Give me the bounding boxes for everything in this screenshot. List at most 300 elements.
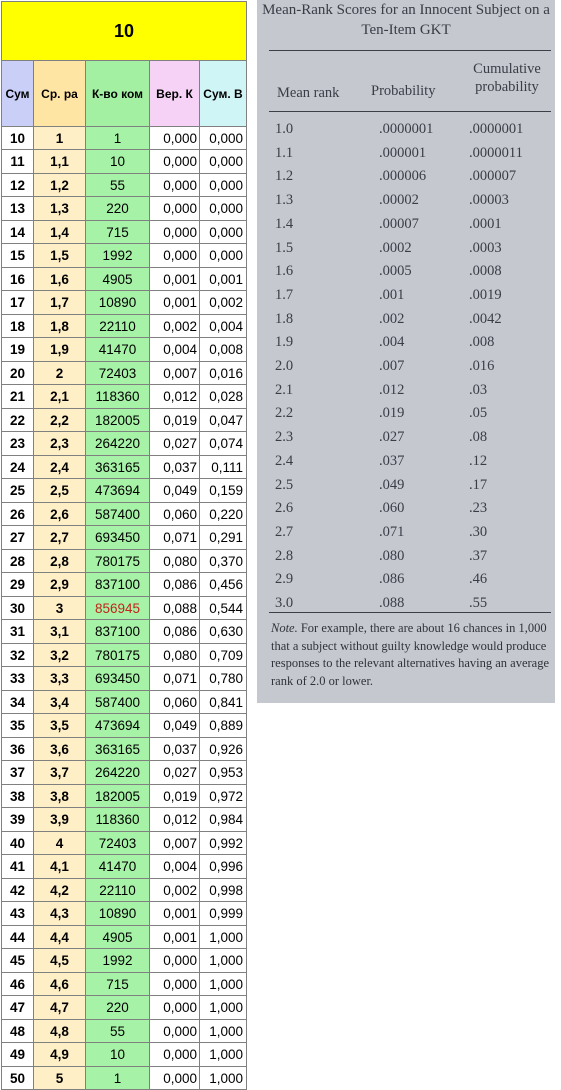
cell-sum[interactable]: 26 (2, 503, 34, 526)
cell-count[interactable]: 118360 (86, 808, 150, 832)
cell-sum[interactable]: 44 (2, 926, 34, 949)
spreadsheet (1, 1, 247, 1090)
scan-table-row (257, 142, 555, 165)
scan-cell-mean-rank: 1.1 (275, 145, 294, 161)
cell-count[interactable]: 55 (86, 174, 150, 197)
table-row (1, 150, 247, 174)
scan-cell-cumulative: .0008 (469, 263, 502, 279)
scan-bottom-rule (269, 612, 551, 613)
cell-count[interactable]: 55 (86, 1020, 150, 1043)
scan-cell-mean-rank: 2.9 (275, 571, 294, 587)
scan-cell-mean-rank: 1.9 (275, 334, 294, 350)
table-row (1, 526, 247, 550)
cell-cumulative[interactable]: 0,953 (200, 761, 247, 785)
scan-cell-mean-rank: 1.2 (275, 168, 294, 184)
cell-count[interactable]: 72403 (86, 832, 150, 855)
table-row (1, 691, 247, 714)
cell-mean-rank[interactable]: 1,3 (34, 197, 86, 221)
cell-cumulative[interactable]: 0,996 (200, 855, 247, 879)
cell-cumulative[interactable]: 0,926 (200, 738, 247, 761)
cell-probability[interactable]: 0,001 (150, 902, 200, 926)
scan-header-probability: Probability (371, 83, 436, 99)
cell-sum[interactable]: 20 (2, 362, 34, 385)
scan-cell-probability: .012 (379, 382, 405, 398)
scan-cell-probability: .00002 (379, 192, 419, 208)
cell-count[interactable]: 10890 (86, 291, 150, 315)
scan-cell-probability: .0005 (379, 263, 412, 279)
cell-sum[interactable]: 24 (2, 456, 34, 479)
cell-mean-rank[interactable]: 4,9 (34, 1043, 86, 1067)
cell-mean-rank[interactable]: 4,7 (34, 996, 86, 1020)
scan-cell-cumulative: .0000011 (469, 145, 523, 161)
cell-cumulative[interactable]: 0,544 (200, 597, 247, 620)
cell-probability[interactable]: 0,037 (150, 738, 200, 761)
spreadsheet-rows (1, 127, 247, 1090)
scan-note-label: Note. (271, 621, 298, 635)
cell-count[interactable]: 473694 (86, 714, 150, 738)
cell-cumulative[interactable]: 0,630 (200, 620, 247, 644)
cell-sum[interactable]: 35 (2, 714, 34, 738)
cell-count[interactable]: 10 (86, 150, 150, 174)
cell-sum[interactable]: 38 (2, 785, 34, 808)
scan-table-row (257, 545, 555, 568)
scan-cell-cumulative: .05 (469, 405, 488, 421)
cell-sum[interactable]: 16 (2, 268, 34, 291)
cell-mean-rank[interactable]: 2,6 (34, 503, 86, 526)
cell-cumulative[interactable]: 0,889 (200, 714, 247, 738)
table-row (1, 832, 247, 855)
cell-cumulative[interactable]: 1,000 (200, 973, 247, 996)
cell-sum[interactable]: 40 (2, 832, 34, 855)
header-cell-mean-rank[interactable]: Ср. ра (34, 61, 86, 127)
cell-mean-rank[interactable]: 1 (34, 127, 86, 150)
cell-probability[interactable]: 0,037 (150, 456, 200, 479)
table-row (1, 949, 247, 973)
cell-mean-rank[interactable]: 4,1 (34, 855, 86, 879)
cell-sum[interactable]: 32 (2, 644, 34, 667)
header-cell-sum[interactable]: Сум (2, 61, 34, 127)
header-cell-count[interactable]: К-во ком (86, 61, 150, 127)
cell-mean-rank[interactable]: 2,1 (34, 385, 86, 409)
cell-mean-rank[interactable]: 3,6 (34, 738, 86, 761)
cell-sum[interactable]: 19 (2, 338, 34, 362)
cell-cumulative[interactable]: 0,074 (200, 432, 247, 456)
scan-cell-probability: .060 (379, 500, 405, 516)
table-row (1, 479, 247, 503)
cell-probability[interactable]: 0,000 (150, 150, 200, 174)
scan-top-rule (269, 50, 551, 51)
cell-sum[interactable]: 29 (2, 573, 34, 597)
cell-sum[interactable]: 18 (2, 315, 34, 338)
cell-count[interactable]: 1 (86, 1067, 150, 1090)
scan-table-row (257, 213, 555, 236)
cell-sum[interactable]: 37 (2, 761, 34, 785)
cell-mean-rank[interactable]: 1,1 (34, 150, 86, 174)
table-row (1, 1043, 247, 1067)
cell-sum[interactable]: 34 (2, 691, 34, 714)
cell-sum[interactable]: 22 (2, 409, 34, 432)
cell-cumulative[interactable]: 0,000 (200, 150, 247, 174)
table-row (1, 315, 247, 338)
cell-cumulative[interactable]: 0,992 (200, 832, 247, 855)
cell-cumulative[interactable]: 0,998 (200, 879, 247, 902)
cell-probability[interactable]: 0,088 (150, 597, 200, 620)
cell-sum[interactable]: 27 (2, 526, 34, 550)
cell-mean-rank[interactable]: 3,8 (34, 785, 86, 808)
cell-cumulative[interactable]: 1,000 (200, 926, 247, 949)
cell-cumulative[interactable]: 1,000 (200, 1020, 247, 1043)
cell-count[interactable]: 22110 (86, 879, 150, 902)
table-row (1, 996, 247, 1020)
cell-probability[interactable]: 0,000 (150, 197, 200, 221)
cell-probability[interactable]: 0,002 (150, 315, 200, 338)
cell-cumulative[interactable]: 0,047 (200, 409, 247, 432)
cell-count[interactable]: 41470 (86, 855, 150, 879)
cell-mean-rank[interactable]: 3 (34, 597, 86, 620)
cell-sum[interactable]: 17 (2, 291, 34, 315)
cell-sum[interactable]: 10 (2, 127, 34, 150)
cell-cumulative[interactable]: 0,000 (200, 127, 247, 150)
cell-cumulative[interactable]: 0,000 (200, 244, 247, 268)
cell-mean-rank[interactable]: 2,2 (34, 409, 86, 432)
spreadsheet-header-row (1, 61, 247, 127)
cell-count[interactable]: 587400 (86, 503, 150, 526)
cell-mean-rank[interactable]: 1,7 (34, 291, 86, 315)
cell-sum[interactable]: 11 (2, 150, 34, 174)
cell-probability[interactable]: 0,000 (150, 221, 200, 244)
scan-cell-mean-rank: 1.0 (275, 121, 294, 137)
cell-cumulative[interactable]: 0,370 (200, 550, 247, 573)
cell-count[interactable]: 363165 (86, 456, 150, 479)
scan-title: Mean-Rank Scores for an Innocent Subject on a Ten-Item GKT (262, 2, 550, 38)
cell-sum[interactable]: 12 (2, 174, 34, 197)
cell-count[interactable]: 780175 (86, 550, 150, 573)
cell-mean-rank[interactable]: 5 (34, 1067, 86, 1090)
header-cell-cumulative[interactable]: Сум. В (200, 61, 247, 127)
cell-mean-rank[interactable]: 2,7 (34, 526, 86, 550)
cell-probability[interactable]: 0,007 (150, 362, 200, 385)
scan-table-row (257, 355, 555, 378)
cell-count[interactable]: 693450 (86, 526, 150, 550)
cell-sum[interactable]: 30 (2, 597, 34, 620)
cell-probability[interactable]: 0,049 (150, 714, 200, 738)
table-row (1, 667, 247, 691)
cell-probability[interactable]: 0,086 (150, 620, 200, 644)
cell-count[interactable]: 715 (86, 221, 150, 244)
cell-mean-rank[interactable]: 3,5 (34, 714, 86, 738)
scan-cell-probability: .0000001 (379, 121, 434, 137)
cell-mean-rank[interactable]: 4,6 (34, 973, 86, 996)
cell-cumulative[interactable]: 0,159 (200, 479, 247, 503)
table-row (1, 902, 247, 926)
cell-probability[interactable]: 0,080 (150, 550, 200, 573)
scan-cell-probability: .088 (379, 595, 405, 611)
scan-table-row (257, 331, 555, 354)
cell-mean-rank[interactable]: 3,7 (34, 761, 86, 785)
cell-cumulative[interactable]: 1,000 (200, 996, 247, 1020)
cell-cumulative[interactable]: 0,008 (200, 338, 247, 362)
scan-header-mean-rank: Mean rank (277, 85, 340, 101)
table-row (1, 738, 247, 761)
cell-probability[interactable]: 0,000 (150, 996, 200, 1020)
table-row (1, 785, 247, 808)
scan-table-row (257, 521, 555, 544)
cell-count[interactable]: 837100 (86, 620, 150, 644)
cell-count[interactable]: 10890 (86, 902, 150, 926)
cell-probability[interactable]: 0,071 (150, 526, 200, 550)
cell-mean-rank[interactable]: 1,9 (34, 338, 86, 362)
scan-cell-cumulative: .08 (469, 429, 488, 445)
scan-cell-probability: .037 (379, 453, 405, 469)
cell-probability[interactable]: 0,004 (150, 855, 200, 879)
cell-cumulative[interactable]: 0,000 (200, 174, 247, 197)
cell-count[interactable]: 4905 (86, 268, 150, 291)
cell-mean-rank[interactable]: 3,3 (34, 667, 86, 691)
cell-probability[interactable]: 0,000 (150, 127, 200, 150)
cell-cumulative[interactable]: 1,000 (200, 949, 247, 973)
scan-table-row (257, 379, 555, 402)
cell-mean-rank[interactable]: 3,2 (34, 644, 86, 667)
cell-probability[interactable]: 0,000 (150, 1020, 200, 1043)
cell-cumulative[interactable]: 0,016 (200, 362, 247, 385)
cell-mean-rank[interactable]: 1,4 (34, 221, 86, 244)
scan-table-row (257, 474, 555, 497)
cell-cumulative[interactable]: 0,220 (200, 503, 247, 526)
cell-count[interactable]: 4905 (86, 926, 150, 949)
scan-cell-probability: .001 (379, 287, 405, 303)
spreadsheet-title[interactable]: 10 (1, 1, 247, 61)
cell-mean-rank[interactable]: 1,5 (34, 244, 86, 268)
cell-sum[interactable]: 43 (2, 902, 34, 926)
cell-count[interactable]: 473694 (86, 479, 150, 503)
cell-probability[interactable]: 0,027 (150, 761, 200, 785)
cell-cumulative[interactable]: 0,780 (200, 667, 247, 691)
cell-probability[interactable]: 0,001 (150, 926, 200, 949)
cell-cumulative[interactable]: 0,709 (200, 644, 247, 667)
cell-sum[interactable]: 13 (2, 197, 34, 221)
cell-count[interactable]: 41470 (86, 338, 150, 362)
cell-mean-rank[interactable]: 4,5 (34, 949, 86, 973)
table-row (1, 761, 247, 785)
cell-count[interactable]: 264220 (86, 432, 150, 456)
cell-probability[interactable]: 0,019 (150, 409, 200, 432)
cell-cumulative[interactable]: 0,984 (200, 808, 247, 832)
cell-sum[interactable]: 45 (2, 949, 34, 973)
cell-probability[interactable]: 0,060 (150, 503, 200, 526)
cell-sum[interactable]: 42 (2, 879, 34, 902)
scan-cell-probability: .080 (379, 548, 405, 564)
cell-mean-rank[interactable]: 1,2 (34, 174, 86, 197)
cell-count[interactable]: 22110 (86, 315, 150, 338)
cell-probability[interactable]: 0,000 (150, 1067, 200, 1090)
cell-cumulative[interactable]: 0,841 (200, 691, 247, 714)
cell-sum[interactable]: 21 (2, 385, 34, 409)
cell-probability[interactable]: 0,001 (150, 291, 200, 315)
cell-sum[interactable]: 39 (2, 808, 34, 832)
cell-mean-rank[interactable]: 4,8 (34, 1020, 86, 1043)
cell-sum[interactable]: 46 (2, 973, 34, 996)
scan-cell-mean-rank: 1.6 (275, 263, 294, 279)
cell-cumulative[interactable]: 0,000 (200, 197, 247, 221)
scan-cell-mean-rank: 2.6 (275, 500, 294, 516)
cell-count[interactable]: 715 (86, 973, 150, 996)
cell-mean-rank[interactable]: 3,1 (34, 620, 86, 644)
cell-count[interactable]: 118360 (86, 385, 150, 409)
cell-sum[interactable]: 15 (2, 244, 34, 268)
cell-probability[interactable]: 0,004 (150, 338, 200, 362)
cell-count[interactable]: 220 (86, 996, 150, 1020)
scan-cell-mean-rank: 1.5 (275, 240, 294, 256)
cell-mean-rank[interactable]: 1,6 (34, 268, 86, 291)
cell-count[interactable]: 10 (86, 1043, 150, 1067)
scan-cell-mean-rank: 2.1 (275, 382, 294, 398)
cell-mean-rank[interactable]: 1,8 (34, 315, 86, 338)
scan-cell-cumulative: .17 (469, 477, 488, 493)
cell-cumulative[interactable]: 0,972 (200, 785, 247, 808)
scan-cell-mean-rank: 2.0 (275, 358, 294, 374)
cell-cumulative[interactable]: 0,001 (200, 268, 247, 291)
cell-cumulative[interactable]: 0,004 (200, 315, 247, 338)
cell-probability[interactable]: 0,086 (150, 573, 200, 597)
cell-probability[interactable]: 0,000 (150, 949, 200, 973)
cell-cumulative[interactable]: 0,002 (200, 291, 247, 315)
cell-cumulative[interactable]: 0,999 (200, 902, 247, 926)
table-row (1, 644, 247, 667)
cell-mean-rank[interactable]: 4 (34, 832, 86, 855)
cell-probability[interactable]: 0,071 (150, 667, 200, 691)
cell-count[interactable]: 1 (86, 127, 150, 150)
cell-sum[interactable]: 28 (2, 550, 34, 573)
cell-count[interactable]: 182005 (86, 409, 150, 432)
cell-probability[interactable]: 0,007 (150, 832, 200, 855)
scan-cell-cumulative: .00003 (469, 192, 509, 208)
scan-cell-probability: .000006 (379, 168, 427, 184)
table-row (1, 1067, 247, 1090)
cell-count[interactable]: 856945 (86, 597, 150, 620)
cell-sum[interactable]: 31 (2, 620, 34, 644)
cell-sum[interactable]: 23 (2, 432, 34, 456)
scan-table-row (257, 284, 555, 307)
cell-sum[interactable]: 33 (2, 667, 34, 691)
cell-probability[interactable]: 0,027 (150, 432, 200, 456)
scan-cell-probability: .071 (379, 524, 405, 540)
cell-cumulative[interactable]: 0,000 (200, 221, 247, 244)
cell-probability[interactable]: 0,060 (150, 691, 200, 714)
cell-mean-rank[interactable]: 2,8 (34, 550, 86, 573)
cell-mean-rank[interactable]: 2,5 (34, 479, 86, 503)
scan-cell-cumulative: .000007 (469, 168, 517, 184)
scan-cell-cumulative: .46 (469, 571, 488, 587)
cell-count[interactable]: 693450 (86, 667, 150, 691)
header-cell-probability[interactable]: Вер. К (150, 61, 200, 127)
table-row (1, 197, 247, 221)
table-row (1, 432, 247, 456)
scan-cell-cumulative: .0000001 (469, 121, 524, 137)
cell-count[interactable]: 587400 (86, 691, 150, 714)
cell-mean-rank[interactable]: 2,9 (34, 573, 86, 597)
scan-cell-cumulative: .37 (469, 548, 488, 564)
cell-probability[interactable]: 0,012 (150, 808, 200, 832)
cell-mean-rank[interactable]: 2,3 (34, 432, 86, 456)
scan-table-row (257, 189, 555, 212)
cell-probability[interactable]: 0,019 (150, 785, 200, 808)
cell-probability[interactable]: 0,000 (150, 1043, 200, 1067)
cell-cumulative[interactable]: 0,456 (200, 573, 247, 597)
cell-mean-rank[interactable]: 4,4 (34, 926, 86, 949)
cell-count[interactable]: 1992 (86, 949, 150, 973)
cell-mean-rank[interactable]: 3,9 (34, 808, 86, 832)
cell-probability[interactable]: 0,000 (150, 244, 200, 268)
cell-sum[interactable]: 48 (2, 1020, 34, 1043)
cell-cumulative[interactable]: 1,000 (200, 1067, 247, 1090)
cell-probability[interactable]: 0,000 (150, 973, 200, 996)
cell-sum[interactable]: 49 (2, 1043, 34, 1067)
cell-count[interactable]: 72403 (86, 362, 150, 385)
cell-sum[interactable]: 50 (2, 1067, 34, 1090)
scan-cell-cumulative: .0003 (469, 240, 502, 256)
cell-count[interactable]: 264220 (86, 761, 150, 785)
scan-cell-probability: .00007 (379, 216, 419, 232)
table-row (1, 456, 247, 479)
cell-mean-rank[interactable]: 4,3 (34, 902, 86, 926)
cell-sum[interactable]: 41 (2, 855, 34, 879)
scan-note (271, 620, 551, 690)
cell-sum[interactable]: 25 (2, 479, 34, 503)
cell-count[interactable]: 837100 (86, 573, 150, 597)
table-row (1, 127, 247, 150)
cell-probability[interactable]: 0,049 (150, 479, 200, 503)
cell-mean-rank[interactable]: 4,2 (34, 879, 86, 902)
scan-cell-mean-rank: 3.0 (275, 595, 294, 611)
cell-probability[interactable]: 0,080 (150, 644, 200, 667)
cell-cumulative[interactable]: 0,028 (200, 385, 247, 409)
cell-probability[interactable]: 0,001 (150, 268, 200, 291)
cell-mean-rank[interactable]: 2,4 (34, 456, 86, 479)
scan-table-row (257, 308, 555, 331)
scan-cell-mean-rank: 2.3 (275, 429, 294, 445)
cell-count[interactable]: 363165 (86, 738, 150, 761)
cell-sum[interactable]: 47 (2, 996, 34, 1020)
table-row (1, 291, 247, 315)
table-row (1, 385, 247, 409)
cell-sum[interactable]: 36 (2, 738, 34, 761)
scan-note-text: For example, there are about 16 chances in 1,000 that a subject without guilty knowledge would produce responses to the relevant alternatives having an average rank of 2.0 or lower. (271, 621, 550, 688)
scan-cell-mean-rank: 1.7 (275, 287, 294, 303)
cell-probability[interactable]: 0,012 (150, 385, 200, 409)
cell-count[interactable]: 182005 (86, 785, 150, 808)
scan-cell-probability: .0002 (379, 240, 412, 256)
scan-table-row (257, 497, 555, 520)
cell-count[interactable]: 220 (86, 197, 150, 221)
cell-cumulative[interactable]: 0,291 (200, 526, 247, 550)
scan-cell-cumulative: .0042 (469, 311, 502, 327)
scan-table-row (257, 568, 555, 591)
cell-probability[interactable]: 0,000 (150, 174, 200, 197)
cell-cumulative[interactable]: 1,000 (200, 1043, 247, 1067)
cell-sum[interactable]: 14 (2, 221, 34, 244)
scan-cell-cumulative: .0019 (469, 287, 502, 303)
cell-mean-rank[interactable]: 3,4 (34, 691, 86, 714)
cell-probability[interactable]: 0,002 (150, 879, 200, 902)
scan-column-headers (257, 58, 555, 108)
cell-cumulative[interactable]: 0,111 (200, 456, 247, 479)
cell-count[interactable]: 780175 (86, 644, 150, 667)
table-row (1, 926, 247, 949)
scanned-table-image (257, 0, 555, 703)
cell-count[interactable]: 1992 (86, 244, 150, 268)
cell-mean-rank[interactable]: 2 (34, 362, 86, 385)
table-row (1, 620, 247, 644)
